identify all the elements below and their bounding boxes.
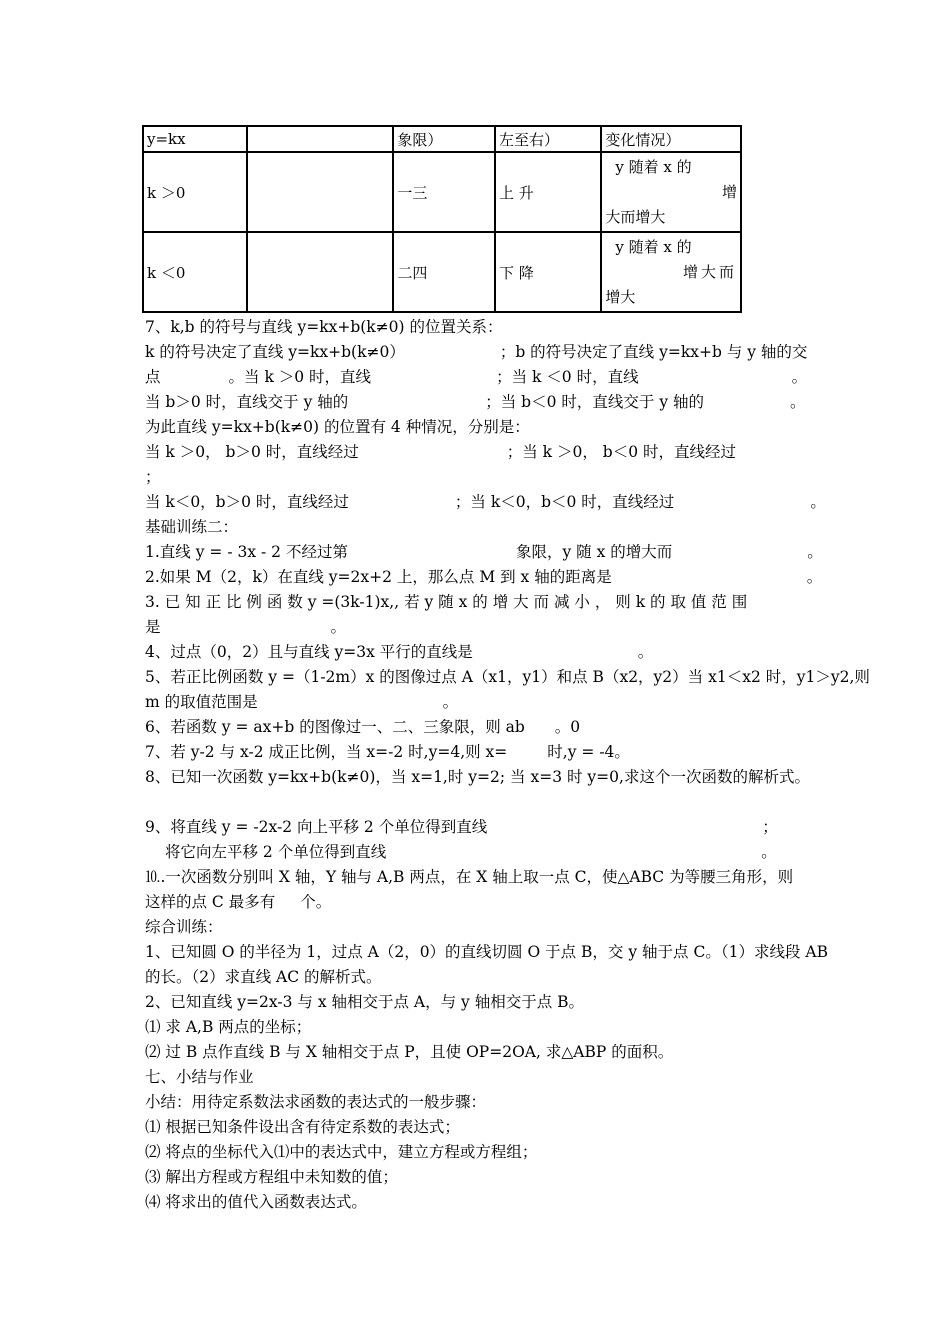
table-row — [143, 152, 741, 232]
comprehensive-title: 综合训练： — [145, 918, 223, 936]
table-header-cell — [247, 126, 394, 152]
text: 。 — [791, 368, 808, 386]
basic-training-title: 基础训练二： — [145, 518, 239, 536]
table-header-cell: 左至右） — [495, 126, 601, 152]
k-cell: k ＞0 — [143, 152, 247, 232]
text: 当 k＜0，b＞0 时，直线经过 — [145, 493, 349, 511]
text: 4、过点（0，2）且与直线 y=3x 平行的直线是 — [145, 643, 473, 661]
question-7 — [145, 742, 630, 762]
text: m 的取值范围是 — [145, 693, 258, 711]
properties-table — [142, 125, 742, 313]
section7-title: 7、k,b 的符号与直线 y=kx+b(k≠0) 的位置关系： — [145, 318, 503, 336]
text: 1.直线 y = - 3x - 2 不经过第 — [145, 543, 348, 561]
question-9 — [145, 817, 778, 837]
change-text: y 随着 x 的 — [615, 157, 692, 176]
table-header-cell: 象限） — [393, 126, 495, 152]
table-header-cell: 变化情况） — [601, 126, 741, 152]
summary-intro: 小结：用待定系数法求函数的表达式的一般步骤： — [145, 1093, 487, 1111]
change-cell — [601, 232, 741, 312]
question-4 — [145, 642, 653, 662]
question-10: ⒑.一次函数分别叫 X 轴，Y 轴与 A,B 两点，在 X 轴上取一点 C，使△ABC 为等腰三角形，则 — [145, 868, 794, 886]
text: k 的符号决定了直线 y=kx+b(k≠0） — [145, 343, 405, 361]
question-1 — [145, 542, 823, 562]
text: 这样的点 C 最多有 — [145, 893, 276, 911]
question-5-cont — [145, 692, 458, 712]
change-text: y 随着 x 的 — [615, 237, 692, 256]
table-header-row — [143, 126, 741, 152]
text: 6、若函数 y = ax+b 的图像过一、二、三象限，则 ab — [145, 718, 525, 736]
text: ；当 k ＞0， b＜0 时，直线经过 — [506, 443, 736, 461]
change-text: 增大而 — [682, 262, 737, 281]
text: 。 — [442, 693, 459, 711]
quadrant-cell: 二四 — [393, 232, 495, 312]
text: 个。 — [300, 893, 332, 911]
text: 7、若 y-2 与 x-2 成正比例，当 x=-2 时,y=4,则 x= — [145, 743, 508, 761]
text: 。 — [637, 643, 654, 661]
text: 。当 k ＞0 时，直线 — [228, 368, 372, 386]
section7-line: ； — [145, 468, 161, 486]
question-3: 3. 已 知 正 比 例 函 数 y =(3k-1)x,, 若 y 随 x 的 增 大 而 减 小 ， 则 k 的 取 值 范 围 — [145, 593, 748, 611]
text: ；b 的符号决定了直线 y=kx+b 与 y 轴的交 — [499, 343, 808, 361]
text: 。 — [790, 393, 806, 411]
problem-2-part2: ⑵ 过 B 点作直线 B 与 X 轴相交于点 P，且使 OP=2OA, 求△ABP 的面积。 — [145, 1043, 674, 1061]
direction-cell: 下 降 — [495, 232, 601, 312]
summary-step: ⑷ 将求出的值代入函数表达式。 — [145, 1193, 367, 1211]
direction-cell: 上 升 — [495, 152, 601, 232]
problem-1-cont: 的长。（2）求直线 AC 的解析式。 — [145, 968, 382, 986]
section7-line — [145, 442, 736, 462]
problem-2-part1: ⑴ 求 A,B 两点的坐标； — [145, 1018, 312, 1036]
text: 点 — [145, 368, 161, 386]
text: 。 — [806, 568, 823, 586]
text: 。 — [761, 843, 777, 861]
text: 将它向左平移 2 个单位得到直线 — [165, 843, 387, 861]
section7-line — [145, 342, 807, 362]
summary-title: 七、小结与作业 — [145, 1068, 254, 1086]
text: 。 — [810, 493, 826, 511]
problem-2: 2、已知直线 y=2x-3 与 x 轴相交于点 A，与 y 轴相交于点 B。 — [145, 993, 585, 1011]
k-cell: k ＜0 — [143, 232, 247, 312]
change-text: 增 — [721, 182, 737, 201]
change-text: 增大 — [605, 287, 636, 306]
text: ；当 b＜0 时，直线交于 y 轴的 — [485, 393, 704, 411]
text: 。 — [807, 543, 823, 561]
table-header-cell: y=kx — [143, 126, 247, 152]
question-5: 5、若正比例函数 y =（1-2m）x 的图像过点 A（x1，y1）和点 B（x2，y2）当 x1＜x2 时，y1＞y2,则 — [145, 668, 870, 686]
question-9-cont — [165, 842, 777, 862]
text: 2.如果 M（2，k）在直线 y=2x+2 上，那么点 M 到 x 轴的距离是 — [145, 568, 612, 586]
question-8: 8、已知一次函数 y=kx+b(k≠0)，当 x=1,时 y=2; 当 x=3 时 y=0,求这个一次函数的解析式。 — [145, 768, 810, 786]
text: 9、将直线 y = -2x-2 向上平移 2 个单位得到直线 — [145, 818, 488, 836]
text: ；当 k＜0，b＜0 时，直线经过 — [454, 493, 675, 511]
question-6 — [145, 717, 580, 737]
summary-step: ⑴ 根据已知条件设出含有待定系数的表达式； — [145, 1118, 460, 1136]
problem-1: 1、已知圆 O 的半径为 1，过点 A（2，0）的直线切圆 O 于点 B，交 y 轴于点 C。（1）求线段 AB — [145, 943, 828, 961]
section7-line — [145, 492, 826, 512]
text: 。 — [330, 618, 347, 636]
text: 。0 — [554, 718, 581, 736]
blank-cell — [247, 152, 394, 232]
section7-line — [145, 392, 806, 412]
text: ； — [762, 818, 778, 836]
summary-step: ⑵ 将点的坐标代入⑴中的表达式中，建立方程或方程组； — [145, 1143, 538, 1161]
section7-line: 为此直线 y=kx+b(k≠0) 的位置有 4 种情况，分别是： — [145, 418, 530, 436]
text: 是 — [145, 618, 161, 636]
text: 当 k ＞0， b＞0 时，直线经过 — [145, 443, 359, 461]
change-text: 大而增大 — [605, 207, 666, 226]
question-2 — [145, 567, 822, 587]
text: ；当 k ＜0 时，直线 — [496, 368, 639, 386]
quadrant-cell: 一三 — [393, 152, 495, 232]
summary-step: ⑶ 解出方程或方程组中未知数的值； — [145, 1168, 398, 1186]
blank-cell — [247, 232, 394, 312]
text: 当 b＞0 时，直线交于 y 轴的 — [145, 393, 349, 411]
question-3-cont — [145, 617, 346, 637]
table-row — [143, 232, 741, 312]
change-cell — [601, 152, 741, 232]
section7-line — [145, 367, 807, 387]
text: 象限，y 随 x 的增大而 — [515, 543, 673, 561]
question-10-cont — [145, 892, 331, 912]
text: 时,y = -4。 — [547, 743, 630, 761]
